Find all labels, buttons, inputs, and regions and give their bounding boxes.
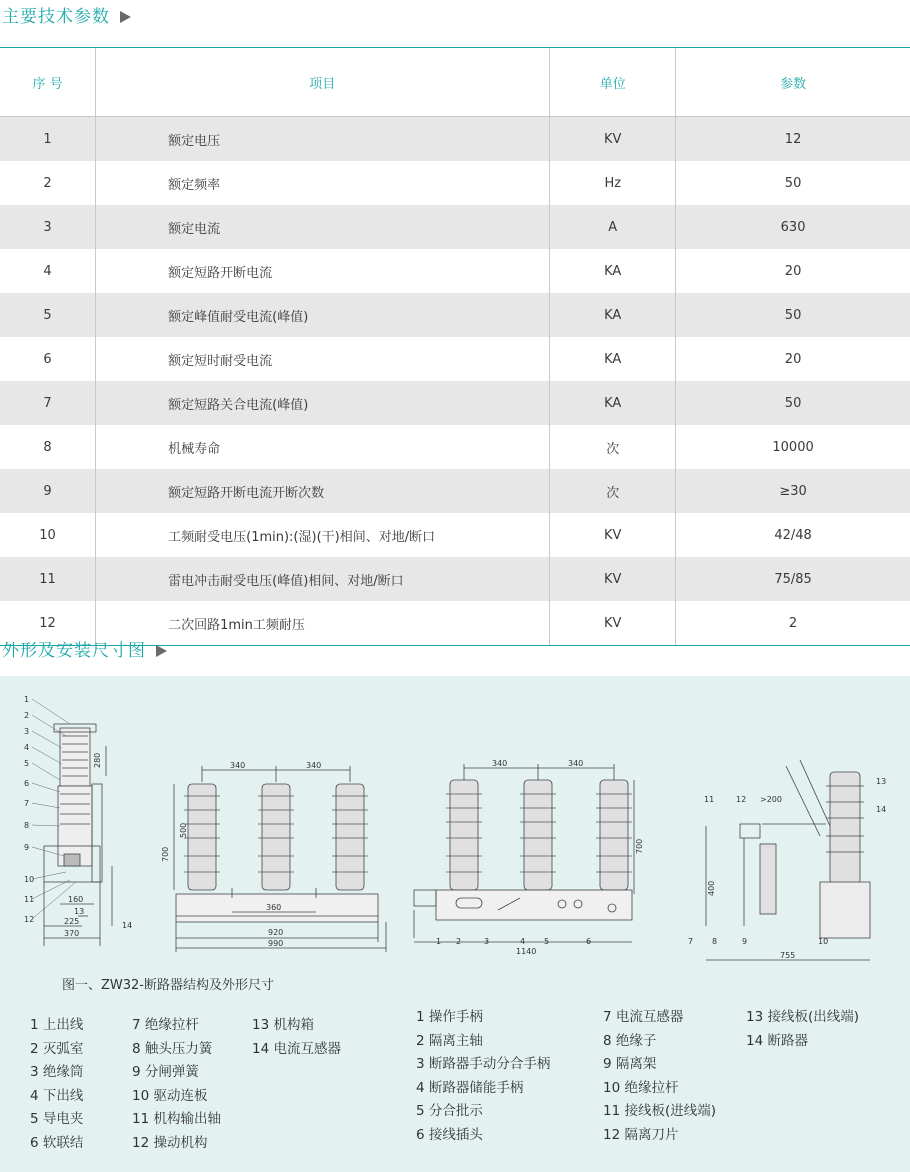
left-label-9: 9 bbox=[24, 843, 30, 852]
legend-item: 10 驱动连板 bbox=[132, 1087, 208, 1104]
table-row bbox=[0, 249, 910, 293]
legend-col-5 bbox=[603, 1006, 716, 1147]
table-row bbox=[0, 161, 910, 205]
legend-col-4 bbox=[416, 1006, 550, 1147]
row-item: 额定短路开断电流 bbox=[96, 249, 550, 293]
row-no: 10 bbox=[39, 527, 56, 543]
table-row bbox=[0, 337, 910, 381]
row-value: 75/85 bbox=[676, 557, 910, 601]
right-label-5: 5 bbox=[544, 937, 550, 946]
left-label-5: 5 bbox=[24, 759, 30, 768]
dimension-diagram bbox=[0, 676, 910, 1172]
side-label-12: 12 bbox=[736, 795, 747, 804]
arrow-right-icon bbox=[156, 645, 167, 657]
side-view-right bbox=[688, 760, 886, 960]
right-dim-700: 700 bbox=[635, 838, 644, 854]
mid-dim-500: 500 bbox=[179, 822, 188, 838]
table-row bbox=[0, 117, 910, 162]
spec-table bbox=[0, 48, 910, 646]
side-view-left bbox=[24, 695, 132, 946]
mid-dim-340b: 340 bbox=[306, 761, 322, 770]
row-value: 12 bbox=[676, 117, 910, 162]
legend-item: 12 操动机构 bbox=[132, 1134, 208, 1151]
row-value: ≥30 bbox=[676, 469, 910, 513]
row-value: 20 bbox=[676, 337, 910, 381]
row-item: 额定峰值耐受电流(峰值) bbox=[96, 293, 550, 337]
legend-item: 9 隔离架 bbox=[603, 1056, 657, 1072]
section-title-dimensions: 外形及安装尺寸图 bbox=[2, 636, 167, 661]
row-item: 雷电冲击耐受电压(峰值)相间、对地/断口 bbox=[96, 557, 550, 601]
arrow-right-icon bbox=[120, 11, 131, 23]
row-no: 1 bbox=[0, 117, 96, 162]
legend-item: 1 操作手柄 bbox=[416, 1009, 483, 1025]
left-label-4: 4 bbox=[24, 743, 30, 752]
row-unit: KA bbox=[550, 249, 676, 293]
dim-370: 370 bbox=[64, 929, 80, 938]
drawing-svg bbox=[0, 676, 910, 976]
row-no: 8 bbox=[43, 439, 52, 455]
right-label-6: 6 bbox=[586, 937, 592, 946]
row-item: 额定短时耐受电流 bbox=[96, 337, 550, 381]
side-dim-755: 755 bbox=[780, 951, 796, 960]
row-item: 额定频率 bbox=[96, 161, 550, 205]
right-label-1: 1 bbox=[436, 937, 442, 946]
mid-dim-340a: 340 bbox=[230, 761, 246, 770]
header-no: 序 号 bbox=[0, 48, 96, 117]
row-unit: A bbox=[550, 205, 676, 249]
row-value: 10000 bbox=[676, 425, 910, 469]
row-value: 50 bbox=[676, 293, 910, 337]
legend-item: 10 绝缘拉杆 bbox=[603, 1079, 679, 1096]
table-row bbox=[0, 205, 910, 249]
legend-item: 5 导电夹 bbox=[30, 1111, 84, 1127]
table-row bbox=[0, 513, 910, 557]
row-value: 50 bbox=[676, 161, 910, 205]
row-item: 额定短路开断电流开断次数 bbox=[96, 469, 550, 513]
header-unit: 单位 bbox=[550, 48, 676, 117]
legend-item: 6 接线插头 bbox=[416, 1126, 483, 1143]
row-no: 5 bbox=[0, 293, 96, 337]
legend-item: 1 上出线 bbox=[30, 1017, 84, 1033]
left-label-7: 7 bbox=[24, 799, 30, 808]
row-no: 7 bbox=[0, 381, 96, 425]
row-no: 3 bbox=[0, 205, 96, 249]
right-dim-340b: 340 bbox=[568, 759, 584, 768]
row-item: 二次回路1min工频耐压 bbox=[96, 601, 550, 646]
left-label-3: 3 bbox=[24, 727, 30, 736]
row-no: 11 bbox=[0, 557, 96, 601]
front-view-right bbox=[414, 759, 644, 956]
mid-dim-920: 920 bbox=[268, 928, 284, 937]
front-view-middle bbox=[161, 761, 386, 952]
legend-item: 13 接线板(出线端) bbox=[746, 1009, 860, 1025]
legend-item: 6 软联结 bbox=[30, 1134, 84, 1151]
row-value: 630 bbox=[676, 205, 910, 249]
legend-item: 7 绝缘拉杆 bbox=[132, 1017, 199, 1033]
side-label-8: 8 bbox=[712, 937, 718, 946]
side-label-7: 7 bbox=[688, 937, 694, 946]
right-dim-340a: 340 bbox=[492, 759, 508, 768]
section-title-specs: 主要技术参数 bbox=[2, 2, 131, 27]
left-label-6: 6 bbox=[24, 779, 30, 788]
row-unit: KA bbox=[550, 293, 676, 337]
dim-225: 225 bbox=[64, 917, 80, 926]
row-no: 2 bbox=[43, 175, 52, 191]
legend-item: 2 隔离主轴 bbox=[416, 1032, 483, 1049]
row-item: 机械寿命 bbox=[96, 425, 550, 469]
row-item: 工频耐受电压(1min):(湿)(干)相间、对地/断口 bbox=[96, 513, 550, 557]
mid-dim-360: 360 bbox=[266, 903, 282, 912]
row-value: 2 bbox=[676, 601, 910, 646]
right-label-4: 4 bbox=[520, 937, 526, 946]
row-value: 20 bbox=[676, 249, 910, 293]
left-label-12: 12 bbox=[24, 915, 35, 924]
row-item: 额定短路关合电流(峰值) bbox=[96, 381, 550, 425]
row-unit: KV bbox=[550, 513, 676, 557]
legend-col-1 bbox=[30, 1014, 83, 1155]
legend-col-6 bbox=[746, 1006, 859, 1053]
row-item: 额定电流 bbox=[96, 205, 550, 249]
row-value: 50 bbox=[676, 381, 910, 425]
side-label-14: 14 bbox=[876, 805, 887, 814]
right-dim-1140: 1140 bbox=[516, 947, 537, 956]
row-unit: Hz bbox=[550, 161, 676, 205]
row-no: 12 bbox=[0, 601, 96, 646]
left-label-14: 14 bbox=[122, 921, 133, 930]
mid-dim-700: 700 bbox=[161, 846, 170, 862]
table-header-row bbox=[0, 48, 910, 117]
dim-13: 13 bbox=[74, 907, 85, 916]
side-dim-400: 400 bbox=[707, 880, 716, 896]
legend-item: 14 断路器 bbox=[746, 1032, 808, 1049]
row-value: 42/48 bbox=[676, 513, 910, 557]
legend-item: 13 机构箱 bbox=[252, 1017, 314, 1033]
row-no: 6 bbox=[43, 351, 52, 367]
legend-item: 11 接线板(进线端) bbox=[603, 1103, 717, 1119]
legend-item: 7 电流互感器 bbox=[603, 1009, 684, 1025]
legend-item: 5 分合批示 bbox=[416, 1103, 483, 1119]
legend-item: 3 断路器手动分合手柄 bbox=[416, 1056, 551, 1072]
row-item: 额定电压 bbox=[96, 117, 550, 162]
row-unit: KA bbox=[550, 381, 676, 425]
legend-item: 2 灭弧室 bbox=[30, 1040, 84, 1057]
side-label-10: 10 bbox=[818, 937, 829, 946]
side-dim-200: >200 bbox=[760, 795, 782, 804]
legend-item: 3 绝缘筒 bbox=[30, 1064, 84, 1080]
legend-item: 4 下出线 bbox=[30, 1087, 84, 1104]
side-label-13: 13 bbox=[876, 777, 887, 786]
table-row bbox=[0, 557, 910, 601]
mid-dim-990: 990 bbox=[268, 939, 284, 948]
table-row bbox=[0, 293, 910, 337]
dim-280: 280 bbox=[93, 752, 102, 768]
legend-item: 8 触头压力簧 bbox=[132, 1040, 213, 1057]
legend-item: 11 机构输出轴 bbox=[132, 1111, 221, 1127]
row-unit: KV bbox=[550, 601, 676, 646]
right-label-2: 2 bbox=[456, 937, 462, 946]
left-label-2: 2 bbox=[24, 711, 30, 720]
table-row bbox=[0, 469, 910, 513]
row-unit: KV bbox=[550, 557, 676, 601]
left-label-10: 10 bbox=[24, 875, 35, 884]
left-label-11: 11 bbox=[24, 895, 35, 904]
row-no: 4 bbox=[43, 263, 52, 279]
right-label-3: 3 bbox=[484, 937, 490, 946]
row-no: 9 bbox=[0, 469, 96, 513]
legend-item: 8 绝缘子 bbox=[603, 1032, 657, 1049]
row-unit: 次 bbox=[550, 469, 676, 513]
legend-item: 4 断路器储能手柄 bbox=[416, 1079, 524, 1096]
dim-160: 160 bbox=[68, 895, 84, 904]
left-label-1: 1 bbox=[24, 695, 30, 704]
table-row bbox=[0, 425, 910, 469]
legend-col-2 bbox=[132, 1014, 221, 1155]
left-label-8: 8 bbox=[24, 821, 30, 830]
legend-item: 14 电流互感器 bbox=[252, 1040, 341, 1057]
header-value: 参数 bbox=[676, 48, 910, 117]
figure-caption: 图一、ZW32-断路器结构及外形尺寸 bbox=[62, 978, 274, 993]
legend-col-3 bbox=[252, 1014, 341, 1061]
header-item: 项目 bbox=[96, 48, 550, 117]
legend-item: 12 隔离刀片 bbox=[603, 1126, 679, 1143]
row-unit: KA bbox=[550, 337, 676, 381]
row-unit: KV bbox=[550, 117, 676, 162]
side-label-11: 11 bbox=[704, 795, 715, 804]
table-row bbox=[0, 381, 910, 425]
legend-item: 9 分闸弹簧 bbox=[132, 1064, 199, 1080]
row-unit: 次 bbox=[550, 425, 676, 469]
side-label-9: 9 bbox=[742, 937, 748, 946]
